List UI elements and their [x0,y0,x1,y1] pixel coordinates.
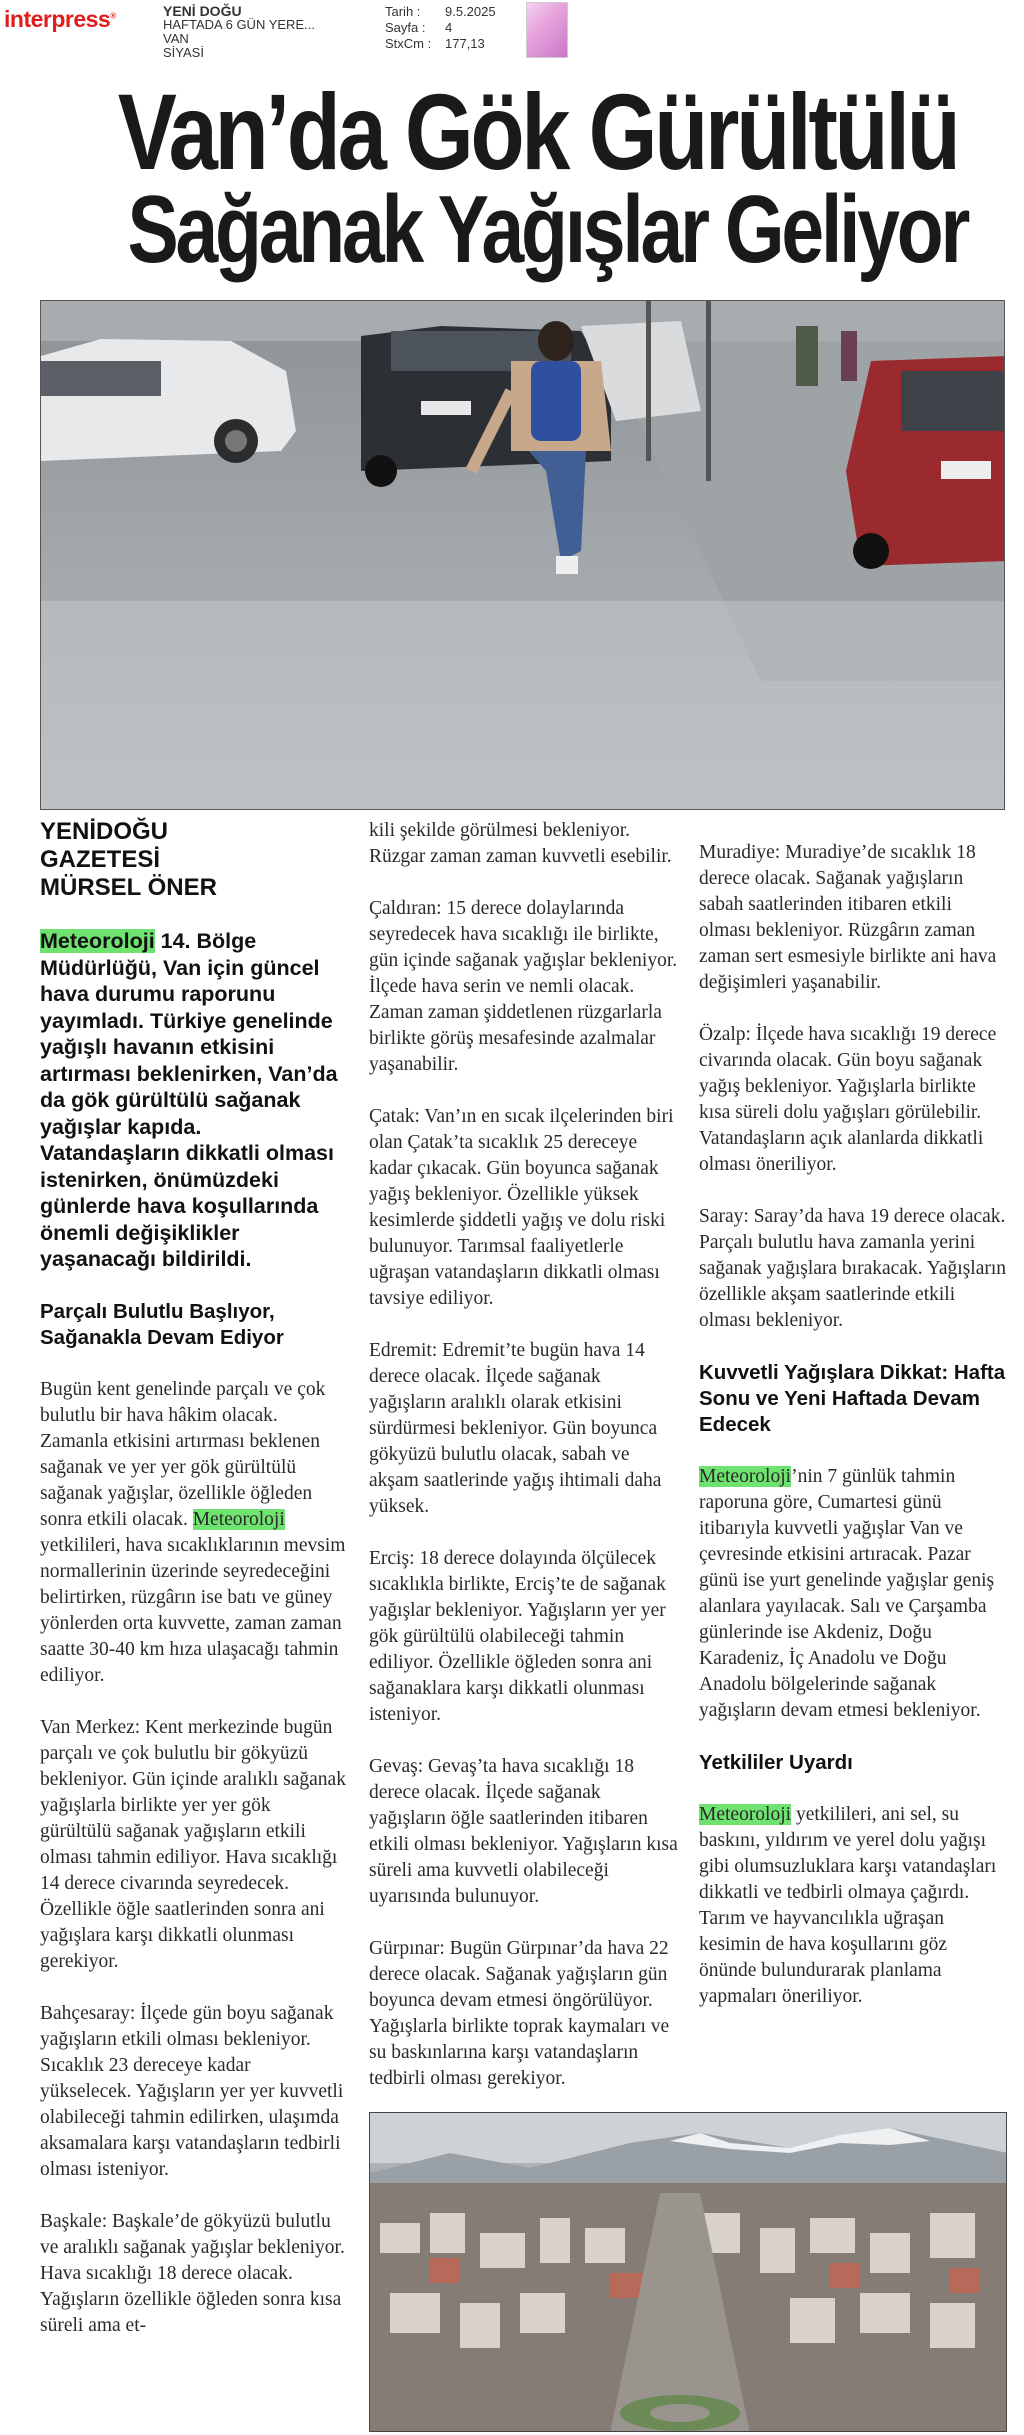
publication-section: SİYASİ [163,45,204,60]
highlighted-keyword: Meteoroloji [699,1804,792,1825]
highlighted-keyword: Meteoroloji [699,1466,792,1487]
meta-value: 177,13 [445,36,485,51]
meta-row-date [385,4,505,20]
headline [30,71,1005,283]
paragraph-text: ’nin 7 günlük tahmin raporuna göre, Cumartesi günü itibarıyla kuvvetli yağışlar Van ve çevresinde etkisini artıracak. Pazar günü ise yurt genelinde yağışlar geniş alanlara yayılacak. Salı ve Çarşamba günlerinde ise Akdeniz, Doğu Karadeniz, İç Anadolu ve Doğu Anadolu bölgelerinde sağanak yağışların devam etmesi bekleniyor. [699,1466,995,1721]
city-aerial-illustration [370,2113,1007,2432]
clipping-meta [385,4,505,52]
byline-line: GAZETESİ [40,846,161,873]
meta-key: Sayfa : [385,20,426,35]
paragraph-text: Bugün kent genelinde parçalı ve çok bulutlu bir hava hâkim olacak. Zamanla etkisini artırması beklenen sağanak ve yer yer gök gürültülü sağanak yağışlar, özellikle öğleden sonra etkili olacak. [40,1378,326,1530]
meta-row-page [385,20,505,36]
article-column-2 [369,818,681,2118]
paragraph-gevas: Gevaş: Gevaş’ta hava sıcaklığı 18 derece olacak. İlçede sağanak yağışların öğle saatlerinden itibaren etkili olması bekleniyor. Yağışların kısa süreli ama kuvvetli olabileceği uyarısında bulunuyor. [369,1756,678,1907]
rainy-street-illustration [41,301,1005,810]
paragraph-bahcesaray: Bahçesaray: İlçede gün boyu sağanak yağışların etkili olması bekleniyor. Sıcaklık 23 dereceye kadar yükselecek. Yağışların yer yer kuvvetli olabileceği tahmin edilirken, ulaşımda aksamalara karşı vatandaşların tedbirli olması isteniyor. [40,2002,344,2180]
meta-value: 9.5.2025 [445,4,496,19]
paragraph-text: yetkilileri, ani sel, su baskını, yıldırım ve yerel dolu yağışı gibi olumsuzluklara karşı vatandaşları dikkatli ve tedbirli olmaya çağırdı. Tarım ve hayvancılıkla uğraşan kesimin de hava koşullarını göz önünde bulundurarak planlama yapmaları öneriliyor. [699,1804,997,2007]
article-column-3 [699,840,1007,2036]
lead-text: 14. Bölge Müdürlüğü, Van için güncel hava durumu raporunu yayımladı. Türkiye genelinde yağışlı havanın etkisini artırması beklenirken, Van’da da gök gürültülü sağanak yağışlar kapıda. Vatandaşların dikkatli olması istenirken, önümüzdeki günlerde hava koşullarında önemli değişiklikler yaşanacağı bildirildi. [40,929,338,1271]
publication-name: YENİ DOĞU [163,3,242,19]
paragraph-weekly [699,1464,1007,1724]
paragraph-gurpinar: Gürpınar: Bugün Gürpınar’da hava 22 derece olacak. Sağanak yağışların gün boyunca devam etmesi öngörülüyor. Yağışlarla birlikte toprak kaymaları ve su baskınlarına karşı vatandaşların tedbirli olması gerekiyor. [369,1938,670,2089]
paragraph-catak: Çatak: Van’ın en sıcak ilçelerinden biri olan Çatak’ta sıcaklık 25 dereceye kadar çıkacak. Gün boyunca sağanak yağış bekleniyor. Özellikle yüksek kesimlerde şiddetli yağış ve dolu riski bulunuyor. Tarımsal faaliyetlerle uğraşan vatandaşların dikkatli olması tavsiye ediliyor. [369,1106,674,1309]
subheading-2: Kuvvetli Yağışlara Dikkat: Hafta Sonu ve Yeni Haftada Devam Edecek [699,1361,1006,1436]
meta-key: StxCm : [385,36,432,51]
paragraph-ercis: Erciş: 18 derece dolayında ölçülecek sıcaklıkla birlikte, Erciş’te de sağanak yağışlar bekleniyor. Yağışların yer yer gök gürültülü olabileceği tahmin ediliyor. Özellikle öğleden sonra ani sağanaklara karşı dikkatli olunması isteniyor. [369,1548,666,1725]
city-aerial-photo [369,2112,1007,2432]
paragraph-edremit: Edremit: Edremit’te bugün hava 14 derece olacak. İlçede sağanak yağışların aralıklı olarak etkisini sürdürmesi bekleniyor. Gün boyunca gökyüzü bulutlu olacak, sabah ve akşam saatlerinde yağış ihtimali daha yüksek. [369,1340,662,1517]
highlighted-keyword: Meteoroloji [192,1508,285,1530]
meta-key: Tarih : [385,4,421,19]
paragraph-ozalp: Özalp: İlçede hava sıcaklığı 19 derece civarında olacak. Gün boyu sağanak yağış bekleniyor. Yağışlarla birlikte kısa süreli dolu yağışları görülebilir. Vatandaşların açık alanlarda dikkatli olması öneriliyor. [699,1024,997,1175]
registered-mark-icon: ® [110,11,116,21]
highlighted-keyword: Meteoroloji [40,929,155,953]
subheading-1: Parçalı Bulutlu Başlıyor, Sağanakla Devam Ediyor [40,1299,284,1349]
paragraph-caldiran: Çaldıran: 15 derece dolaylarında seyredecek hava sıcaklığı ile birlikte, gün içinde sağanak yağışlar bekleniyor. İlçede hava serin ve nemli olacak. Zaman zaman şiddetlenen rüzgarlarla birlikte görüş mesafesinde azalmalar yaşanabilir. [369,898,678,1075]
meta-value: 4 [445,20,453,35]
interpress-logo: interpress® [4,6,116,32]
lead-paragraph [40,928,346,1273]
paragraph-muradiye: Muradiye: Muradiye’de sıcaklık 18 derece olacak. Sağanak yağışların sabah saatlerinden itibaren etkili olması bekleniyor. Rüzgârın zaman zaman sert esmesiyle birlikte ani hava değişimleri yaşanabilir. [699,842,997,993]
paragraph-baskale: Başkale: Başkale’de gökyüzü bulutlu ve aralıklı sağanak yağışlar bekleniyor. Hava sıcaklığı 18 derece olacak. Yağışların özellikle öğleden sonra kısa süreli ama et- [40,2210,345,2336]
paragraph-intro [40,1377,346,1689]
meta-row-size [385,36,505,52]
headline-line-2: Sağanak Yağışlar Geliyor [127,176,968,283]
publication-info [163,4,315,60]
publication-frequency: HAFTADA 6 GÜN YERE... [163,17,315,32]
article-column-1 [40,818,346,2365]
byline [40,818,346,902]
paragraph-warning [699,1802,1007,2010]
paragraph-saray: Saray: Saray’da hava 19 derece olacak. Parçalı bulutlu hava zamanla yerini sağanak yağışlara bırakacak. Yağışların özellikle akşam saatlerinde etkili olması bekleniyor. [699,1206,1007,1331]
publication-city: VAN [163,31,189,46]
paragraph-text: yetkilileri, hava sıcaklıklarının mevsim normallerinin üzerinde seyredeceğini belirtirken, rüzgârın ise batı ve güney yönlerden orta kuvvette, zaman zaman saatte 30-40 km hıza ulaşacağı tahmin ediliyor. [40,1534,346,1686]
rainy-street-photo [40,300,1005,810]
headline-line-1: Van’da Gök Gürültülü [117,71,958,192]
byline-author: MÜRSEL ÖNER [40,874,217,901]
byline-line: YENİDOĞU [40,818,169,845]
paragraph-van-merkez: Van Merkez: Kent merkezinde bugün parçalı ve çok bulutlu bir gökyüzü bekleniyor. Gün içinde aralıklı sağanak yağışlarla birlikte yer yer gök gürültülü sağanak yağışların etkili olması tahmin ediliyor. Hava sıcaklığı 14 derece civarında seyredecek. Özellikle öğle saatlerinden sonra ani yağışlara karşı dikkatli olunması gerekiyor. [40,1716,346,1972]
subheading-3: Yetkililer Uyardı [699,1751,853,1774]
paragraph-baskale-cont: kili şekilde görülmesi bekleniyor. Rüzgar zaman zaman kuvvetli esebilir. [369,820,672,867]
page-thumbnail [526,2,568,58]
